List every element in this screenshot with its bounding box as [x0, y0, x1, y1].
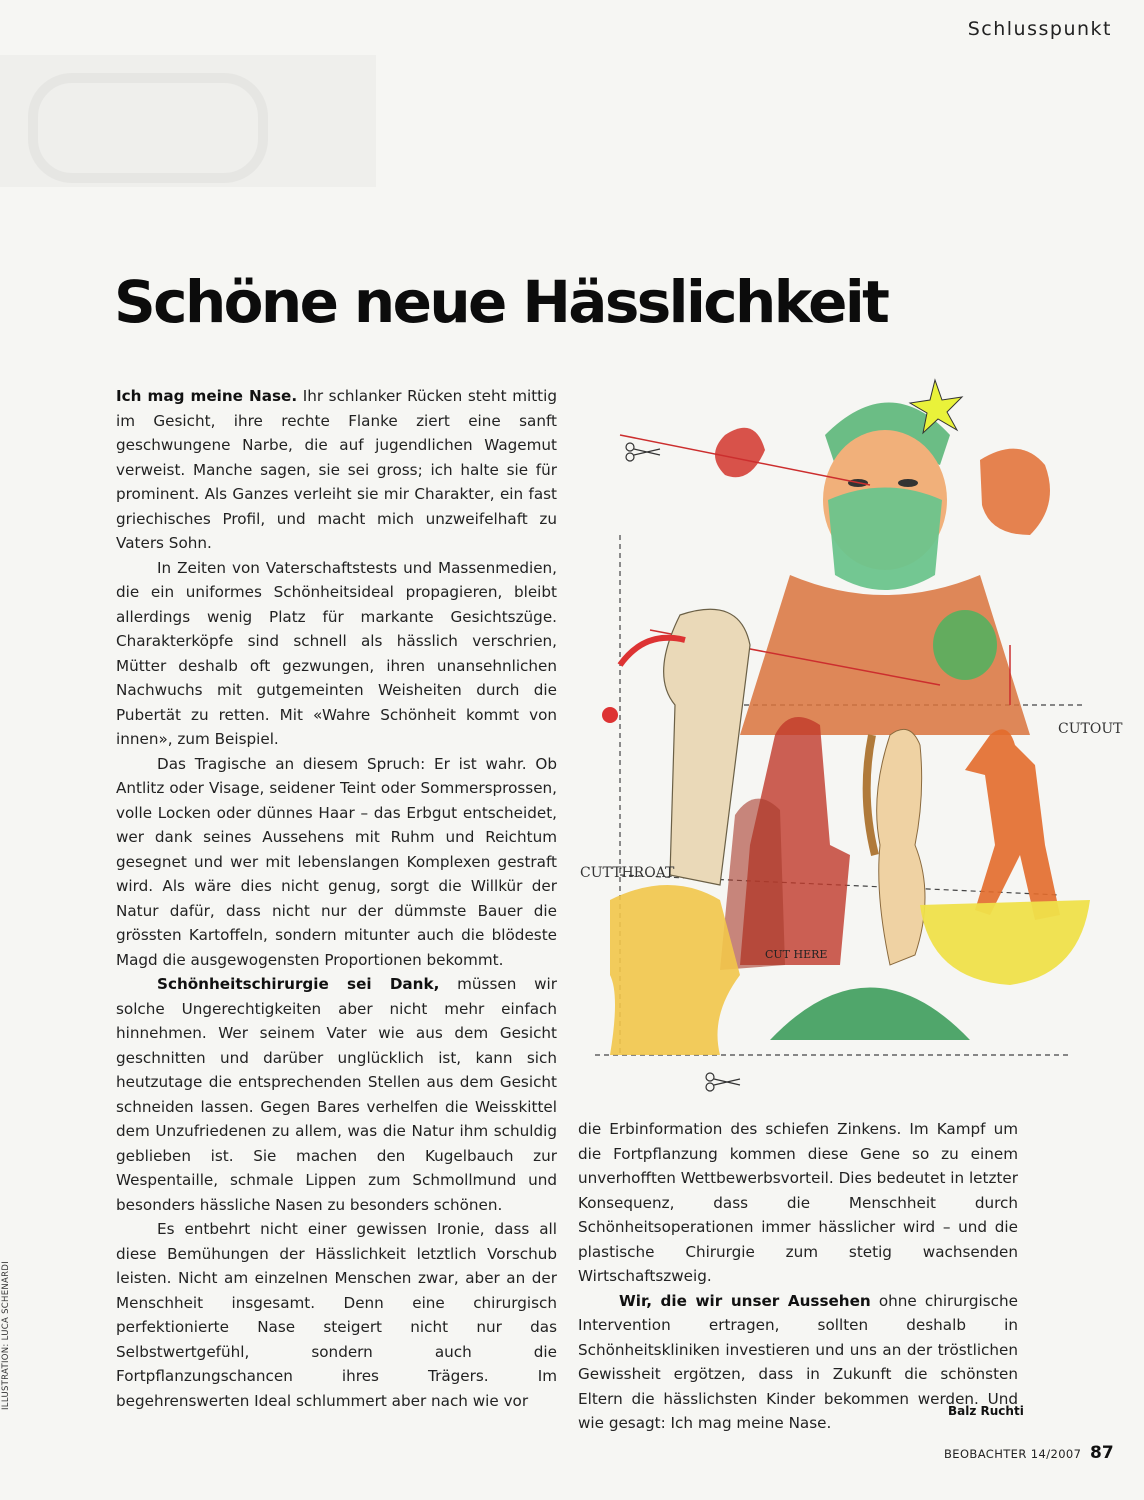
scissors-icon: [706, 1073, 740, 1091]
surgery-collage-illustration: [580, 375, 1130, 1115]
section-label: Schlusspunkt: [967, 18, 1112, 40]
paragraph-text: Es entbehrt nicht einer gewissen Ironie, dass all diese Bemühungen der Hässlichkeit letztlich Vorschub leisten. Nicht am einzelnen Menschen zwar, aber an der Menschheit insgesamt. Denn eine chirurgisch perfektionierte Nase steigert nicht nur das Selbstwertgefühl, sondern auch die Fortpflanzungschancen ihres Trägers. Im begehrenswerten Ideal schlummert aber nach wie vor: [116, 1220, 557, 1410]
article-column-left: [116, 384, 557, 1413]
paragraph: [116, 1217, 557, 1413]
paragraph: [116, 752, 557, 973]
paragraph: [578, 1117, 1018, 1289]
paragraph-text: ohne chirurgische Intervention ertragen, sollten deshalb in Schönheitskliniken investieren und uns an der tröstlichen Gewissheit ergötzen, dass in Zukunft die schönsten Eltern die hässlichsten Kinder bekommen werden. Und wie gesagt: Ich mag meine Nase.: [578, 1291, 1018, 1432]
illustration-credit: ILLUSTRATION: LUCA SCHENARDI: [1, 1260, 11, 1410]
page-number: 87: [1090, 1443, 1114, 1463]
cutout-label: CUTOUT: [1058, 721, 1123, 737]
paragraph-text: Das Tragische an diesem Spruch: Er ist wahr. Ob Antlitz oder Visage, seidener Teint oder Sommersprossen, volle Locken oder dünnes Haar – das Erbgut entscheidet, wer dank seines Aussehens mit Ruhm und Reichtum gesegnet und wer mit lebenslangen Komplexen gestraft wird. Als wäre dies nicht genug, sorgt die Willkür der Natur dafür, dass nicht nur der dümmste Bauer die grössten Kartoffeln, sondern mitunter auch die blödeste Magd die ausgewogensten Proportionen bekommt.: [116, 754, 557, 969]
paragraph: [116, 972, 557, 1217]
paragraph-text: In Zeiten von Vaterschaftstests und Massenmedien, die ein uniformes Schönheitsideal propagieren, bleibt allerdings wenig Platz für markante Gesichtszüge. Charakterköpfe sind schnell als hässlich verschrien, Mütter deshalb oft gezwungen, ihren unansehnlichen Nachwuchs mit gutgemeinten Weisheiten durch die Pubertät zu retten. Mit «Wahre Schönheit kommt von innen», zum Beispiel.: [116, 558, 557, 748]
paragraph: [116, 556, 557, 752]
paragraph-text: die Erbinformation des schiefen Zinkens. Im Kampf um die Fortpflanzung kommen diese Gene so zu einem unverhofften Wettbewerbsvorteil. Dies bedeutet in letzter Konsequenz, dass die Menschheit durch Schönheitsoperationen immer hässlicher wird – und die plastische Chirurgie zum stetig wachsenden Wirtschaftszweig.: [578, 1120, 1018, 1285]
scissors-icon: [626, 443, 660, 461]
article-title: Schöne neue Hässlichkeit: [114, 268, 888, 336]
paragraph-lead: Ich mag meine Nase.: [116, 387, 298, 405]
show-through-advert: [0, 55, 376, 187]
faded-logo-mark: [28, 73, 268, 183]
paragraph-text: Ihr schlanker Rücken steht mittig im Gesicht, ihre rechte Flanke ziert eine sanft geschwungene Narbe, die auf jugendlichen Wagemut verweist. Manche sagen, sie sei gross; ich halte sie für prominent. Als Ganzes verleiht sie mir Charakter, ein fast griechisches Profil, und macht mich unzweifelhaft zu Vaters Sohn.: [116, 387, 557, 552]
paragraph: [116, 384, 557, 556]
paragraph-lead: Schönheitschirurgie sei Dank,: [157, 975, 440, 993]
cutthroat-label: CUTTHROAT: [580, 865, 675, 881]
paragraph-lead: Wir, die wir unser Aussehen: [619, 1291, 871, 1310]
cut-here-label: CUT HERE: [765, 948, 828, 961]
paragraph-text: müssen wir solche Ungerechtigkeiten aber nicht mehr einfach hinnehmen. Wer seinem Vater wie aus dem Gesicht geschnitten und darüber unglücklich ist, kann sich heutzutage die entsprechenden Stellen aus dem Gesicht schneiden lassen. Gegen Bares verhelfen die Weisskittel dem Unzufriedenen zu allem, was die Natur ihm schuldig geblieben ist. Sie machen den Kugelbauch zur Wespentaille, schmale Lippen zum Schmollmund und besonders hässliche Nasen zu besonders schönen.: [116, 975, 557, 1214]
article-column-right: [578, 1117, 1018, 1436]
magazine-issue: BEOBACHTER 14/2007: [944, 1447, 1082, 1461]
author-byline: Balz Ruchti: [948, 1404, 1024, 1418]
